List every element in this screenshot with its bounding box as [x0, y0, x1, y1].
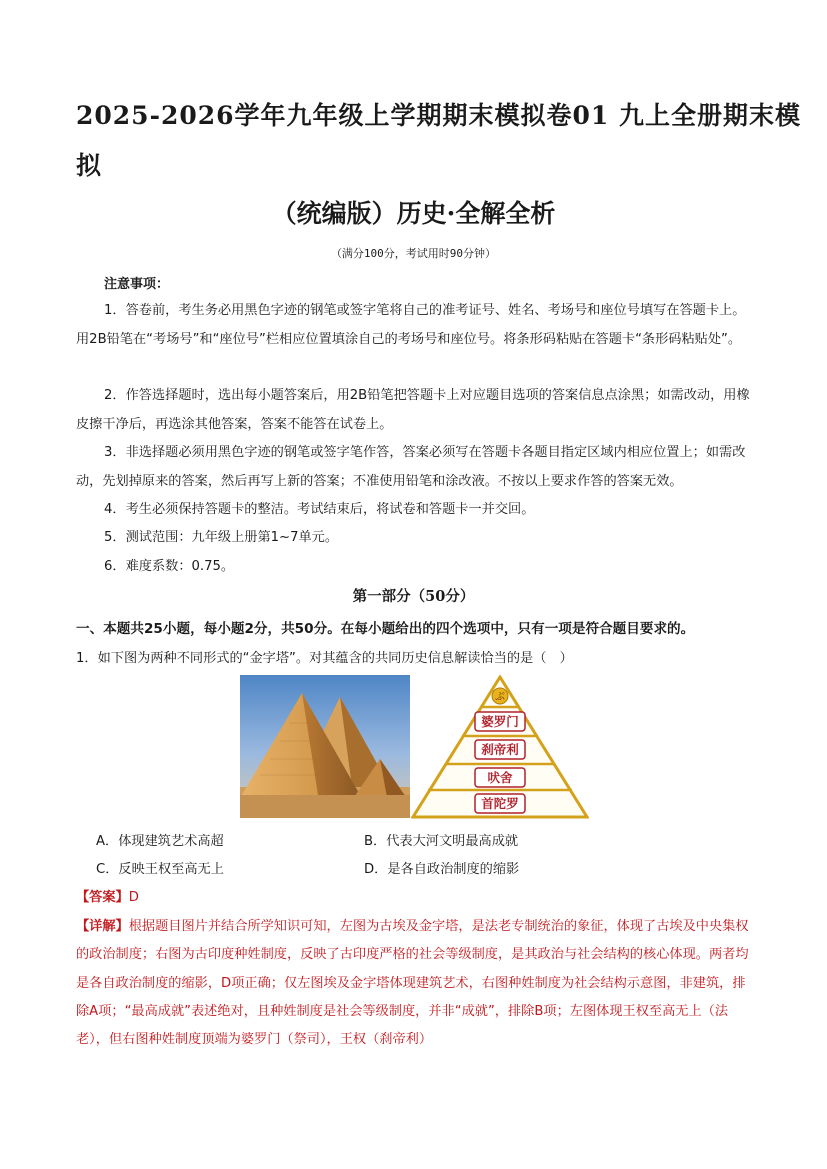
- answer-line: [76, 886, 139, 905]
- notice-item-6: 6．难度系数：0.75。: [104, 559, 235, 574]
- option-a: A．体现建筑艺术高超: [96, 834, 224, 849]
- answer-detail: [76, 913, 756, 1054]
- option-d: D．是各自政治制度的缩影: [364, 862, 520, 877]
- detail-tag: 【详解】: [76, 919, 129, 934]
- caste-level-vaishya: 吠舍: [487, 770, 513, 785]
- page-title-continued: 拟: [76, 151, 102, 180]
- answer-tag: 【答案】: [76, 890, 129, 905]
- page-subtitle: （统编版）历史·全解全析: [271, 199, 556, 228]
- notice-heading: 注意事项：: [104, 277, 170, 292]
- answer-value: D: [128, 890, 139, 905]
- caste-pyramid-diagram: [411, 675, 589, 819]
- section-heading: 第一部分（50分）: [352, 588, 475, 605]
- question-instruction: 一、本题共25小题，每小题2分，共50分。在每小题给出的四个选项中，只有一项是符合题目要求的。: [76, 621, 695, 637]
- caste-level-kshatriya: 刹帝利: [481, 742, 519, 757]
- notice-item-1: 1．答卷前，考生务必用黑色字迹的钢笔或签字笔将自己的准考证号、姓名、考场号和座位号填写在答题卡上。用2B铅笔在“考场号”和“座位号”栏相应位置填涂自己的考场号和座位号。将条形码粘贴在答题卡“条形码粘贴处”。: [76, 303, 746, 347]
- notice-item-5: 5．测试范围：九年级上册第1~7单元。: [104, 530, 339, 545]
- caste-level-shudra: 首陀罗: [481, 796, 519, 811]
- page-title: 2025-2026学年九年级上学期期末模拟卷01 九上全册期末模: [76, 101, 802, 130]
- notice-item-3: 3．非选择题必须用黑色字迹的钢笔或签字笔作答，答案必须写在答题卡各题目指定区域内相应位置上；如需改动，先划掉原来的答案，然后再写上新的答案；不准使用铅笔和涂改液。不按以上要求作答的答案无效。: [76, 445, 746, 489]
- option-c: C．反映王权至高无上: [96, 862, 224, 877]
- notice-item-2: 2．作答选择题时，选出每小题答案后，用2B铅笔把答题卡上对应题目选项的答案信息点涂黑；如需改动，用橡皮擦干净后，再选涂其他答案，答案不能答在试卷上。: [76, 388, 750, 432]
- question-stem: 1．如下图为两种不同形式的“金字塔”。对其蕴含的共同历史信息解读恰当的是（ ）: [76, 651, 573, 666]
- caste-top-symbol: ぷ: [495, 692, 505, 703]
- detail-text: 根据题目图片并结合所学知识可知，左图为古埃及金字塔，是法老专制统治的象征，体现了古埃及中央集权的政治制度；右图为古印度种姓制度，反映了古印度严格的社会等级制度，是其政治与社会结构的核心体现。两者均是各自政治制度的缩影，D项正确；仅左图埃及金字塔体现建筑艺术，右图种姓制度为社会结构示意图，非建筑，排除A项；“最高成就”表述绝对，且种姓制度是社会等级制度，并非“成就”，排除B项；左图体现王权至高无上（法老），但右图种姓制度顶端为婆罗门（祭司），王权（刹帝利）: [76, 919, 749, 1048]
- notice-item-4: 4．考生必须保持答题卡的整洁。考试结束后，将试卷和答题卡一并交回。: [104, 502, 535, 517]
- caste-level-brahmin: 婆罗门: [481, 714, 519, 729]
- score-note: （满分100分，考试用时90分钟）: [330, 247, 497, 260]
- egyptian-pyramids-image: [240, 675, 410, 818]
- option-b: B．代表大河文明最高成就: [364, 834, 519, 849]
